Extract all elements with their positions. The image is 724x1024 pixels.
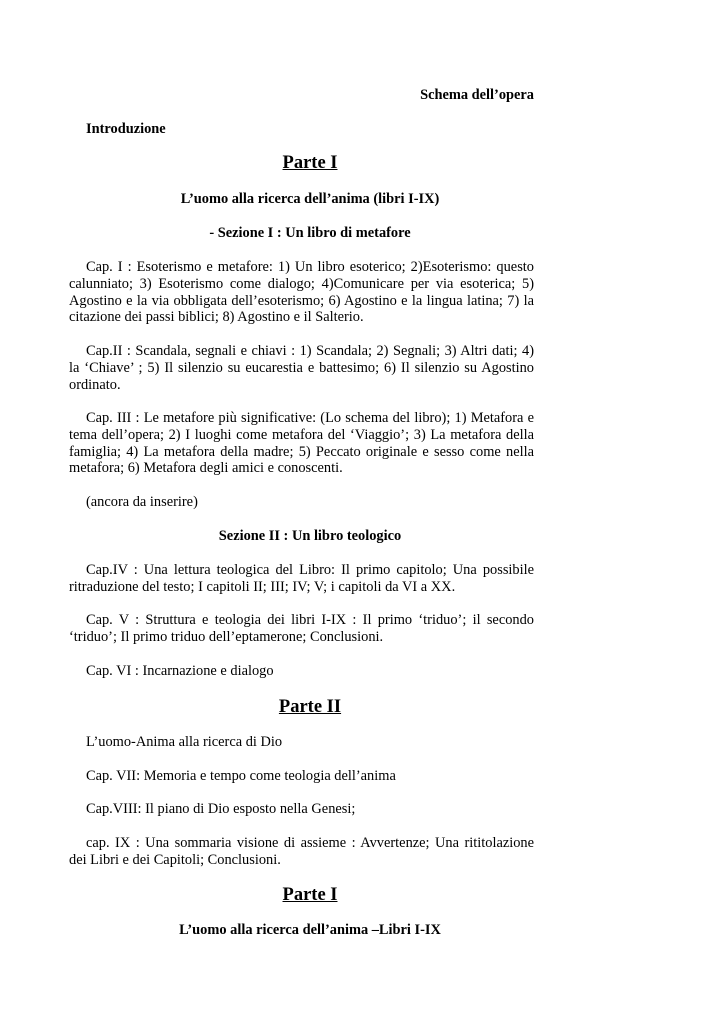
cap-5-paragraph: Cap. V : Struttura e teologia dei libri I-IX : Il primo ‘triduo’; il secondo ‘triduo’; Il primo triduo dell’eptamerone; Conclusioni.: [69, 612, 534, 645]
parte-1-repeat-heading: Parte I: [282, 885, 338, 905]
schema-title: Schema dell’opera: [420, 87, 534, 103]
cap-1-paragraph: Cap. I : Esoterismo e metafore: 1) Un libro esoterico; 2)Esoterismo: questo calunniato; 3) Esoterismo come dialogo; 4)Comunicare per via esoterica; 5) Agostino e la via obbligata dell’esoterismo; 6) Agostino e la lingua latina; 7) la citazione dei passi biblici; 8) Agostino e il Salterio.: [69, 259, 534, 326]
ancora-note: (ancora da inserire): [86, 494, 198, 510]
parte-1-heading: Parte I: [282, 153, 338, 173]
parte-2-heading: Parte II: [278, 697, 342, 717]
cap-8-paragraph: Cap.VIII: Il piano di Dio esposto nella Genesi;: [86, 801, 356, 817]
cap-9-paragraph: cap. IX : Una sommaria visione di assieme : Avvertenze; Una rititolazione dei Libri e dei Capitoli; Conclusioni.: [69, 835, 534, 868]
cap-2-paragraph: Cap.II : Scandala, segnali e chiavi : 1) Scandala; 2) Segnali; 3) Altri dati; 4) la ‘Chiave’ ; 5) Il silenzio su eucarestia e battesimo; 6) Il silenzio su Agostino ordinato.: [69, 343, 534, 393]
introduzione-heading: Introduzione: [86, 121, 166, 137]
cap-6-paragraph: Cap. VI : Incarnazione e dialogo: [86, 663, 274, 679]
cap-4-paragraph: Cap.IV : Una lettura teologica del Libro: Il primo capitolo; Una possibile ritraduzione del testo; I capitoli II; III; IV; V; i capitoli da VI a XX.: [69, 562, 534, 595]
sezione-2-heading: Sezione II : Un libro teologico: [218, 528, 402, 544]
cap-3-paragraph: Cap. III : Le metafore più significative: (Lo schema del libro); 1) Metafora e tema dell’opera; 2) I luoghi come metafora del ‘Viaggio’; 3) La metafora della famiglia; 4) La metafora della madre; 5) Peccato originale e sesso come nella metafora; 6) Metafora degli amici e conoscenti.: [69, 410, 534, 477]
parte-2-subtitle: L’uomo-Anima alla ricerca di Dio: [86, 734, 283, 750]
cap-7-paragraph: Cap. VII: Memoria e tempo come teologia dell’anima: [86, 768, 396, 784]
parte-1-subtitle: L’uomo alla ricerca dell’anima (libri I-IX): [180, 191, 440, 207]
parte-1-repeat-subtitle: L’uomo alla ricerca dell’anima –Libri I-IX: [179, 922, 441, 938]
sezione-1-heading: - Sezione I : Un libro di metafore: [209, 225, 411, 241]
